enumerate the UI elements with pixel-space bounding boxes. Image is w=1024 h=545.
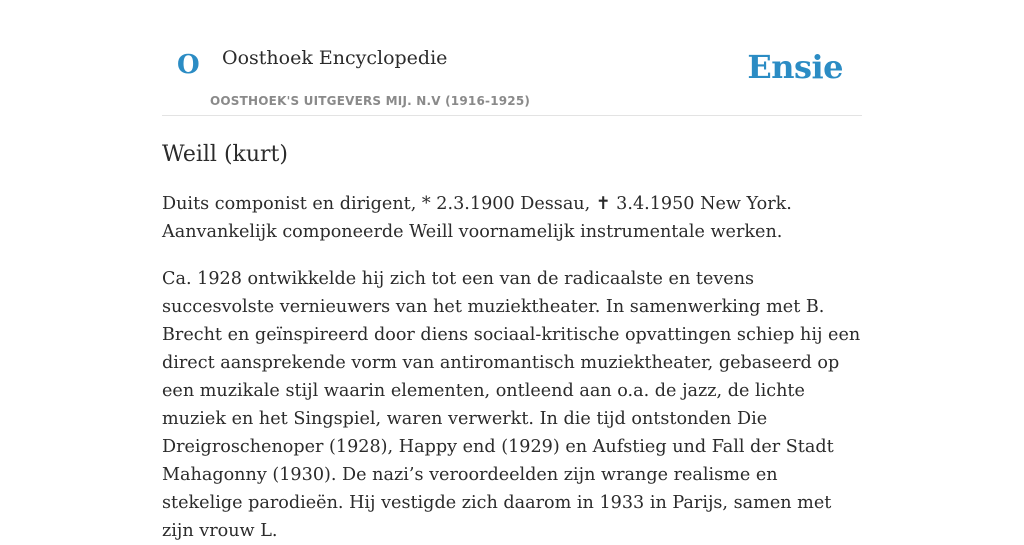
source-logo-icon[interactable]: O — [177, 50, 200, 80]
source-subtitle: OOSTHOEK'S UITGEVERS MIJ. N.V (1916-1925) — [210, 94, 531, 108]
article-paragraph-2: Ca. 1928 ontwikkelde hij zich tot een van de radicaalste en tevens succesvolste vernieuwers van het muziektheater. In samenwerking met B. Brecht en geïnspireerd door diens sociaal-kritische opvattingen schiep hij een direct aansprekende vorm van antiromantisch muziektheater, gebaseerd op een muzikale stijl waarin elementen, ontleend aan o.a. de jazz, de lichte muziek en het Singspiel, waren verwerkt. In die tijd ontstonden Die Dreigroschenoper (1928), Happy end (1929) en Aufstieg und Fall der Stadt Mahagonny (1930). De nazi’s veroordeelden zijn wrange realisme en stekelige parodieën. Hij vestigde zich daarom in 1933 in Parijs, samen met zijn vrouw L. — [162, 269, 861, 541]
site-header — [162, 0, 862, 116]
source-title-link[interactable]: Oosthoek Encyclopedie — [222, 47, 448, 69]
ensie-brand-logo[interactable]: Ensie — [747, 48, 843, 86]
article-paragraph-1: Duits componist en dirigent, * 2.3.1900 Dessau, ✝ 3.4.1950 New York. Aanvankelijk componeerde Weill voornamelijk instrumentale werken. — [162, 194, 792, 242]
article-title: Weill (kurt) — [162, 142, 288, 167]
article — [162, 139, 862, 545]
